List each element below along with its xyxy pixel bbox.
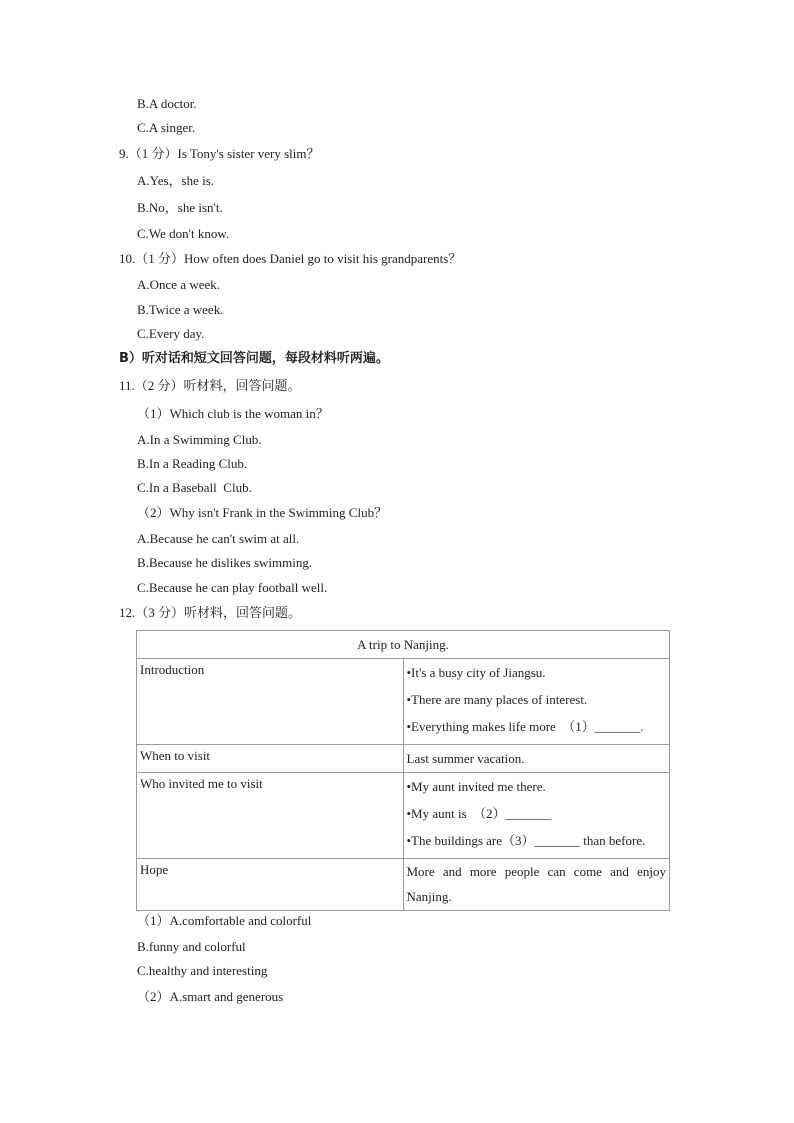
who-line-2: •My aunt is （2）_______ [406, 806, 552, 821]
hope-line-2: Nanjing. [406, 889, 452, 904]
q12-sub2-option-a: （2）A.smart and generous [137, 989, 284, 1004]
q9-option-a: A.Yes，she is. [137, 173, 215, 188]
q8-option-c: C.A singer. [137, 120, 196, 135]
q11-sub2-question: （2）Why isn't Frank in the Swimming Club？ [137, 505, 388, 520]
q9-option-b: B.No，she isn't. [137, 200, 223, 215]
q12-sub1-option-c: C.healthy and interesting [137, 963, 268, 978]
intro-line-3: •Everything makes life more （1）_______. [406, 719, 644, 734]
trip-table [136, 630, 670, 911]
q11-sub1-option-b: B.In a Reading Club. [137, 456, 248, 471]
q11-stem: 11.（2 分）听材料，回答问题。 [119, 378, 301, 393]
q10-stem: 10.（1 分）How often does Daniel go to visit his grandparents？ [119, 251, 462, 266]
q11-sub2-option-b: B.Because he dislikes swimming. [137, 555, 313, 570]
table-title-row [137, 631, 670, 659]
table-row [137, 773, 670, 859]
table-row-content [403, 859, 670, 911]
q8-option-b: B.A doctor. [137, 96, 197, 111]
q11-sub2-option-c: C.Because he can play football well. [137, 580, 328, 595]
table-row-label: Who invited me to visit [137, 773, 404, 859]
q10-option-b: B.Twice a week. [137, 302, 224, 317]
table-row-label: Hope [137, 859, 404, 911]
table-row [137, 659, 670, 745]
q12-sub1-option-b: B.funny and colorful [137, 939, 246, 954]
table-row [137, 859, 670, 911]
q10-option-a: A.Once a week. [137, 277, 221, 292]
q10-option-c: C.Every day. [137, 326, 205, 341]
q12-sub1-option-a: （1）A.comfortable and colorful [137, 913, 312, 928]
intro-line-2: •There are many places of interest. [406, 692, 588, 707]
q9-option-c: C.We don't know. [137, 226, 230, 241]
table-title: A trip to Nanjing. [137, 631, 670, 659]
q9-stem: 9.（1 分）Is Tony's sister very slim？ [119, 146, 320, 161]
q11-sub2-option-a: A.Because he can't swim at all. [137, 531, 300, 546]
q11-sub1-option-a: A.In a Swimming Club. [137, 432, 262, 447]
who-line-1: •My aunt invited me there. [406, 779, 546, 794]
section-b-heading: B）听对话和短文回答问题，每段材料听两遍。 [119, 351, 389, 366]
table-row-label: Introduction [137, 659, 404, 745]
table-row-content [403, 659, 670, 745]
table-row [137, 745, 670, 773]
hope-line-1: More and more people can come and enjoy [406, 864, 666, 879]
q12-stem: 12.（3 分）听材料，回答问题。 [119, 605, 302, 620]
when-line-1: Last summer vacation. [406, 751, 525, 766]
intro-line-1: •It's a busy city of Jiangsu. [406, 665, 546, 680]
table-row-content [403, 745, 670, 773]
q11-sub1-question: （1）Which club is the woman in？ [137, 406, 329, 421]
table-row-content [403, 773, 670, 859]
q11-sub1-option-c: C.In a Baseball Club. [137, 480, 252, 495]
table-row-label: When to visit [137, 745, 404, 773]
who-line-3: •The buildings are（3）_______ than before. [406, 833, 646, 848]
